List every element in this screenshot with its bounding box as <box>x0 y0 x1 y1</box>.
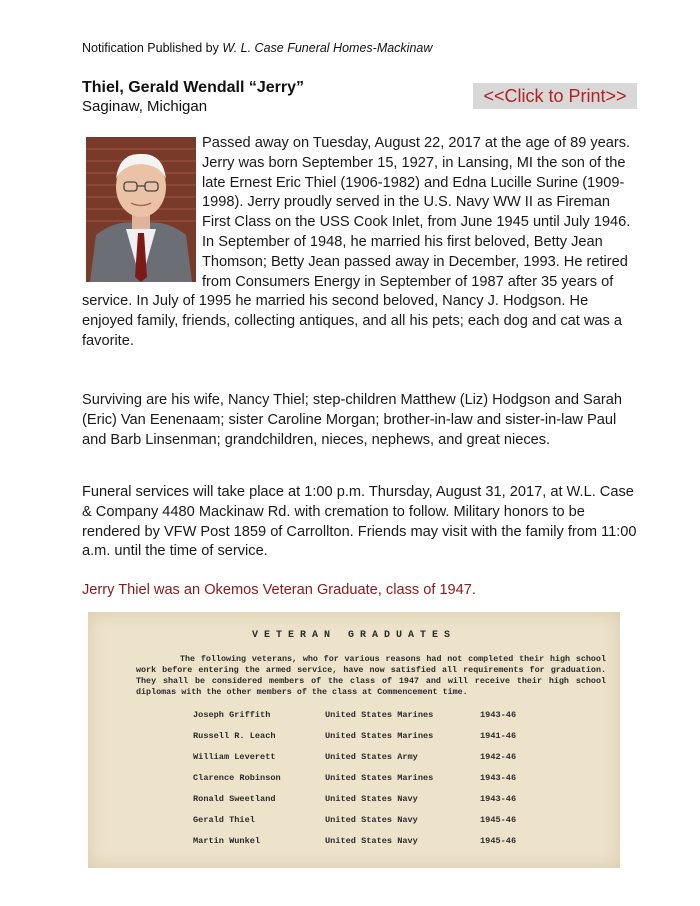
graduate-branch: United States Navy <box>325 835 418 846</box>
graduate-row <box>193 725 540 746</box>
funeral-home-name: W. L. Case Funeral Homes-Mackinaw <box>222 41 433 55</box>
graduate-name: William Leverett <box>193 751 276 762</box>
obituary-paragraph-3: Funeral services will take place at 1:00 p.m. Thursday, August 31, 2017, at W.L. Case & Company 4480 Mackinaw Rd. with cremation to follow. Military honors to be rendered by VFW Post 1859 of Carrollton. Friends may visit with the family from 11:00 a.m. until the time of service. <box>82 484 637 560</box>
obituary-text-1: Passed away on Tuesday, August 22, 2017 at the age of 89 years. Jerry was born September 15, 1927, in Lansing, MI the son of the late Ernest Eric Thiel (1906-1982) and Edna Lucille Surine (1909-1998). Jerry proudly served in the U.S. Navy WW II as Fireman First Class on the USS Cook Inlet, from June 1945 until July 1946. In September of 1948, he married his first beloved, Betty Jean Thomson; Betty Jean passed away in December, 1993. He retired from Consumers Energy in September of 1987 after 35 years of service. In July of 1995 he married his second beloved, Nancy J. Hodgson. He enjoyed family, friends, collecting antiques, and all his pets; each dog and cat was a favorite. <box>82 135 631 349</box>
graduate-years: 1945-46 <box>480 814 517 825</box>
graduate-years: 1942-46 <box>480 751 517 762</box>
graduates-table <box>193 704 540 851</box>
graduate-branch: United States Marines <box>325 772 434 783</box>
notice-prefix: Notification Published by <box>82 41 219 55</box>
graduate-years: 1945-46 <box>480 835 517 846</box>
deceased-location: Saginaw, Michigan <box>82 98 208 115</box>
graduate-row <box>193 830 540 851</box>
graduate-years: 1943-46 <box>480 709 517 720</box>
graduate-name: Ronald Sweetland <box>193 793 276 804</box>
publication-notice <box>82 41 432 55</box>
graduate-row <box>193 809 540 830</box>
graduate-name: Clarence Robinson <box>193 772 281 783</box>
graduate-name: Gerald Thiel <box>193 814 255 825</box>
graduate-branch: United States Marines <box>325 709 434 720</box>
graduate-row <box>193 704 540 725</box>
graduate-years: 1943-46 <box>480 772 517 783</box>
deceased-name: Thiel, Gerald Wendall “Jerry” <box>82 79 304 96</box>
graduate-row <box>193 746 540 767</box>
veteran-graduates-clipping <box>88 612 620 868</box>
veteran-note: Jerry Thiel was an Okemos Veteran Graduate, class of 1947. <box>82 582 476 598</box>
graduate-years: 1941-46 <box>480 730 517 741</box>
graduate-name: Martin Wunkel <box>193 835 261 846</box>
obituary-paragraph-1 <box>82 134 638 352</box>
print-button[interactable]: <<Click to Print>> <box>473 83 637 109</box>
graduate-row <box>193 788 540 809</box>
clipping-intro: The following veterans, who for various reasons had not completed their high school work before entering the armed service, have now satisfied all requirements for graduation. They shall be considered members of the class of 1947 and will receive their high school diplomas with the other members of the class at Commencement time. <box>136 654 606 697</box>
graduate-branch: United States Navy <box>325 814 418 825</box>
graduate-years: 1943-46 <box>480 793 517 804</box>
graduate-branch: United States Marines <box>325 730 434 741</box>
graduate-row <box>193 767 540 788</box>
graduate-name: Joseph Griffith <box>193 709 271 720</box>
graduate-branch: United States Army <box>325 751 418 762</box>
obituary-paragraph-2: Surviving are his wife, Nancy Thiel; step-children Matthew (Liz) Hodgson and Sarah (Eric) Van Eenenaam; sister Caroline Morgan; brother-in-law and sister-in-law Paul and Barb Linsenman; grandchildren, nieces, nephews, and great nieces. <box>82 392 622 448</box>
clipping-title: VETERAN GRADUATES <box>251 630 457 641</box>
graduate-branch: United States Navy <box>325 793 418 804</box>
graduate-name: Russell R. Leach <box>193 730 276 741</box>
